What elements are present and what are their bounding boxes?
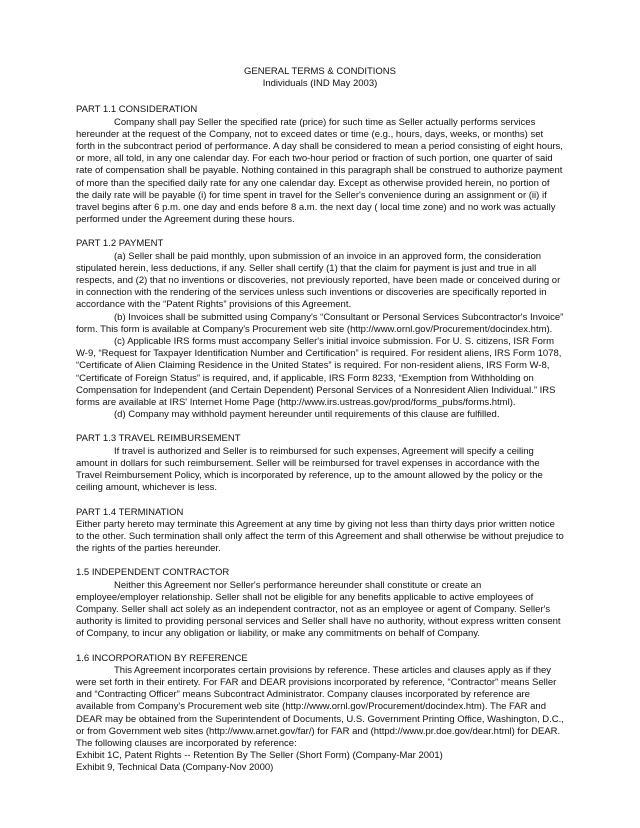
document-subtitle: Individuals (IND May 2003) bbox=[262, 78, 378, 90]
section-consideration bbox=[76, 104, 564, 226]
paragraph: Company shall pay Seller the specified rate (price) for such time as Seller actually performs services hereunder at the request of the Company, not to exceed dates or time (e.g., hours, days, weeks, or months) set forth in the subcontract period of performance. A day shall be considered to mean a period consisting of eight hours, or more, all told, in any one calendar day. For each two-hour period or fraction of such portion, one quarter of said rate of compensation shall be payable. Nothing contained in this paragraph shall be construed to authorize payment of more than the specified daily rate for any one calendar day. Except as otherwise provided herein, no portion of the daily rate will be payable (i) for time spent in travel for the Seller's convenience during an assignment or (ii) if travel begins after 6 p.m. one day and ends before 8 a.m. the next day ( local time zone) and no work was actually performed under the Agreement during these hours. bbox=[76, 116, 563, 226]
paragraph: If travel is authorized and Seller is to reimbursed for such expenses, Agreement will specify a ceiling amount in dollars for such reimbursement. Seller will be reimbursed for travel expenses in accordance with the Travel Reimbursement Policy, which is incorporated by reference, up to the amount allowed by the policy or the ceiling amount, whichever is less. bbox=[76, 445, 543, 494]
section-independent-contractor bbox=[76, 567, 564, 640]
section-heading: 1.5 INDEPENDENT CONTRACTOR bbox=[76, 567, 230, 579]
section-payment bbox=[76, 238, 564, 421]
clause-reference: Exhibit 1C, Patent Rights -- Retention By The Seller (Short Form) (Company-Mar 2001) bbox=[76, 750, 443, 762]
section-termination bbox=[76, 507, 564, 556]
paragraph: (d) Company may withhold payment hereunder until requirements of this clause are fulfilled. bbox=[114, 409, 500, 421]
paragraph: This Agreement incorporates certain provisions by reference. These articles and clauses apply as if they were set forth in their entirety. For FAR and DEAR provisions incorporated by reference, “Contractor” means Seller and “Contracting Officer” means Subcontract Administrator. Company clauses incorporated by reference are available from Company's Procurement web site (http://www.ornl.gov/Procurement/docindex.htm). The FAR and DEAR may be obtained from the Superintendent of Documents, U.S. Government Printing Office, Washington, D.C., or from Government web sites (http://www.arnet.gov/far/) for FAR and (httpd://www.pr.doe.gov/dear.html) for DEAR. bbox=[76, 664, 564, 737]
paragraph: (c) Applicable IRS forms must accompany Seller's initial invoice submission. For U. S. citizens, ISR Form W-9, “Request for Taxpayer Identification Number and Certification” is required. For resident aliens, IRS Form 1078, “Certificate of Alien Claiming Residence in the United States” is required. For non-resident aliens, IRS Form W-8, “Certificate of Foreign Status” is required, and, if applicable, IRS Form 8233, “Exemption from Withholding on Compensation for Independent (and Certain Dependent) Personal Services of a Nonresident Alien Individual.” IRS forms are available at IRS' Internet Home Page (http://www.irs.ustreas.gov/prod/forms_pubs/forms.html). bbox=[76, 336, 562, 409]
section-heading: PART 1.2 PAYMENT bbox=[76, 238, 164, 250]
document-header bbox=[76, 66, 564, 90]
paragraph: (b) Invoices shall be submitted using Company's “Consultant or Personal Services Subcontractor's Invoice” form. This form is available at Company's Procurement web site (http://www.ornl.gov/Procurement/docindex.htm). bbox=[76, 311, 564, 335]
section-heading: PART 1.1 CONSIDERATION bbox=[76, 104, 198, 116]
section-travel-reimbursement bbox=[76, 433, 564, 494]
paragraph: Neither this Agreement nor Seller's performance hereunder shall constitute or create an employee/employer relationship. Seller shall not be eligible for any benefits applicable to active employees of Company. Seller shall act solely as an independent contractor, not as an employee or agent of Company. Seller's authority is limited to providing personal services and Seller shall have no authority, without express written consent of Company, to incur any obligation or liability, or make any commitments on behalf of Company. bbox=[76, 579, 561, 640]
section-heading: PART 1.4 TERMINATION bbox=[76, 506, 184, 518]
section-heading: PART 1.3 TRAVEL REIMBURSEMENT bbox=[76, 433, 241, 445]
paragraph: (a) Seller shall be paid monthly, upon submission of an invoice in an approved form, the consideration stipulated herein, less deductions, if any. Seller shall certify (1) that the claim for payment is just and true in all respects, and (2) that no inventions or discoveries, not previously reported, have been made or conceived during or in connection with the rendering of the services unless such inventions or discoveries are specifically reported in accordance with the “Patent Rights” provisions of this Agreement. bbox=[76, 250, 561, 311]
section-incorporation-by-reference bbox=[76, 653, 564, 775]
section-heading: 1.6 INCORPORATION BY REFERENCE bbox=[76, 652, 248, 664]
paragraph: Either party hereto may terminate this Agreement at any time by giving not less than thirty days prior written notice to the other. Such termination shall only affect the term of this Agreement and shall otherwise be without prejudice to the rights of the parties hereunder. bbox=[76, 518, 564, 555]
paragraph: The following clauses are incorporated by reference: bbox=[76, 737, 297, 749]
document-title: GENERAL TERMS & CONDITIONS bbox=[243, 66, 397, 77]
clause-reference: Exhibit 9, Technical Data (Company-Nov 2000) bbox=[76, 762, 274, 774]
